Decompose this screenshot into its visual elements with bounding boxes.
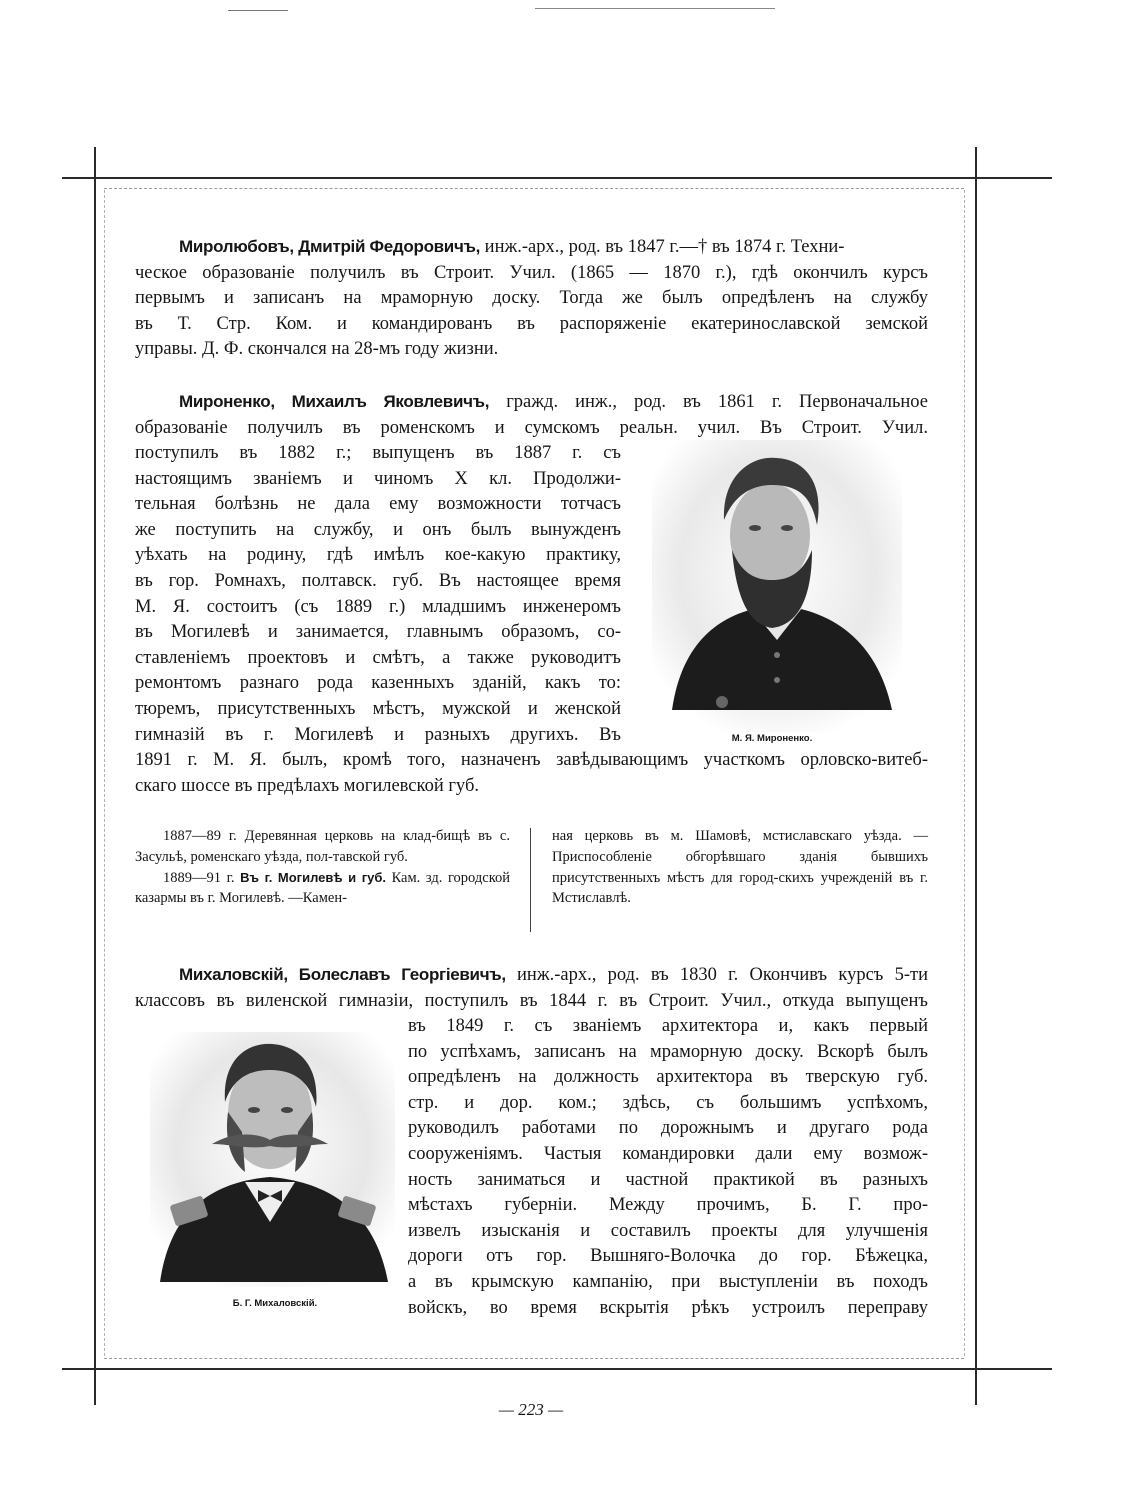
top-edge-mark xyxy=(228,10,288,11)
entry-line: сооруженіямъ. Частыя командировки дали ему возмож- xyxy=(408,1143,928,1164)
entry-line: въ 1849 г. съ званіемъ архитектора и, какъ первый xyxy=(408,1016,928,1036)
works-text: Кам. зд. городской казармы въ г. Могилевѣ. —Камен- xyxy=(135,869,511,907)
entry-line: стр. и дор. ком.; здѣсь, съ большимъ успѣхомъ, xyxy=(408,1092,928,1113)
left-frame-rule xyxy=(94,147,96,1405)
entry-mikhalovsky-head xyxy=(135,962,928,1014)
inner-top-dash xyxy=(104,188,964,189)
entry-mironenko-head xyxy=(135,389,928,441)
inner-left-dash xyxy=(104,190,105,1356)
entry-line: настоящимъ званіемъ и чиномъ X кл. Продолжи- xyxy=(135,468,621,489)
entry-line: ческое образованіе получилъ въ Строит. Учил. (1865 — 1870 г.), гдѣ окончилъ курсъ xyxy=(135,262,928,283)
top-edge-mark-2 xyxy=(535,8,775,9)
entry-text: инж.-арх., род. въ 1847 г.—† въ 1874 г. Техни- xyxy=(480,237,845,257)
entry-name: Михаловскій, Болеславъ Георгіевичъ, xyxy=(179,965,506,984)
entry-line: дороги отъ гор. Вышняго-Волочка до гор. Бѣжецка, xyxy=(408,1246,928,1267)
caption-mikhalovsky: Б. Г. Михаловскій. xyxy=(232,1298,318,1309)
entry-line: уѣхать на родину, гдѣ имѣлъ кое-какую практику, xyxy=(135,545,621,566)
entry-line: въ Т. Стр. Ком. и командированъ въ распоряженіе екатеринославской земской xyxy=(135,313,928,334)
entry-line: управы. Д. Ф. скончался на 28-мъ году жизни. xyxy=(135,339,499,360)
entry-line: гимназій въ г. Могилевѣ и разныхъ другихъ. Въ xyxy=(135,724,621,745)
portrait-mikhalovsky xyxy=(150,1032,395,1287)
entry-line: мѣстахъ губерніи. Между прочимъ, Б. Г. про- xyxy=(408,1195,928,1216)
entry-line: ность заниматься и частной практикой въ разныхъ xyxy=(408,1169,928,1190)
entry-line: тюремъ, присутственныхъ мѣстъ, мужской и женской xyxy=(135,698,621,719)
entry-mikhalovsky-narrow xyxy=(408,1014,928,1321)
portrait-mironenko xyxy=(652,440,902,732)
entry-text: инж.-арх., род. въ 1830 г. Окончивъ курсъ 5-ти xyxy=(505,965,928,985)
entry-line: 1891 г. М. Я. былъ, кромѣ того, назначенъ завѣдывающимъ участкомъ орловско-витеб- xyxy=(135,750,928,770)
right-frame-rule xyxy=(975,147,977,1405)
works-left-column xyxy=(135,826,510,909)
entry-line: по успѣхамъ, записанъ на мраморную доску. Вскорѣ былъ xyxy=(408,1041,928,1062)
entry-line: поступилъ въ 1882 г.; выпущенъ въ 1887 г. съ xyxy=(135,443,621,463)
entry-name: Миролюбовъ, Дмитрій Федоровичъ, xyxy=(179,237,481,256)
inner-bottom-dash xyxy=(104,1358,964,1359)
entry-mirolyubov xyxy=(135,234,928,363)
entry-line: опредѣленъ на должность архитектора въ тверскую губ. xyxy=(408,1067,928,1088)
entry-text: гражд. инж., род. въ 1861 г. Первоначальное xyxy=(489,392,928,412)
top-frame-rule xyxy=(62,177,1052,179)
works-location: Въ г. Могилевѣ и губ. xyxy=(240,869,386,885)
entry-line: скаго шоссе въ предѣлахъ могилевской губ. xyxy=(135,775,479,796)
entry-line: въ гор. Ромнахъ, полтавск. губ. Въ настоящее время xyxy=(135,570,621,591)
works-right-column xyxy=(552,826,928,909)
page-number: — 223 — xyxy=(498,1400,564,1419)
caption-mironenko: М. Я. Мироненко. xyxy=(731,733,813,744)
entry-line: первымъ и записанъ на мраморную доску. Тогда же былъ опредѣленъ на службу xyxy=(135,288,928,309)
entry-line: извелъ изысканія и составилъ проекты для улучшенія xyxy=(408,1220,928,1241)
entry-line: руководилъ работами по дорожнымъ и другаго рода xyxy=(408,1118,928,1139)
entry-mironenko-tail xyxy=(135,748,928,799)
entry-line: классовъ въ виленской гимназіи, поступилъ въ 1844 г. въ Строит. Учил., откуда выпущенъ xyxy=(135,990,928,1011)
entry-line: войскъ, во время вскрытія рѣкъ устроилъ переправу xyxy=(408,1297,928,1318)
entry-line: ставленіемъ проектовъ и смѣтъ, а также руководитъ xyxy=(135,647,621,668)
entry-line: тельная болѣзнь не дала ему возможности тотчасъ xyxy=(135,494,621,515)
entry-line: же поступить на службу, и онъ былъ вынужденъ xyxy=(135,519,621,540)
works-item: ная церковь въ м. Шамовѣ, мстиславскаго уѣзда. — Приспособленіе обгорѣвшаго зданія бывшихъ присутственныхъ мѣстъ для город-скихъ учрежденій въ г. Мстиславлѣ. xyxy=(552,828,928,907)
entry-line: М. Я. состоитъ (съ 1889 г.) младшимъ инженеромъ xyxy=(135,596,621,617)
works-item: 1887—89 г. Деревянная церковь на клад-бищѣ въ с. Засульѣ, роменскаго уѣзда, пол-тавской губ. xyxy=(135,828,510,865)
entry-mironenko-narrow xyxy=(135,441,621,748)
bottom-frame-rule xyxy=(62,1368,1052,1370)
column-divider xyxy=(530,828,531,932)
entry-line: образованіе получилъ въ роменскомъ и сумскомъ реальн. учил. Въ Строит. Учил. xyxy=(135,417,928,438)
works-year: 1889—91 г. xyxy=(163,869,235,886)
entry-line: ремонтомъ разнаго рода казенныхъ зданій, какъ то: xyxy=(135,673,621,694)
entry-name: Мироненко, Михаилъ Яковлевичъ, xyxy=(179,392,490,411)
inner-right-dash xyxy=(964,190,965,1356)
entry-line: а въ крымскую кампанію, при выступленіи въ походъ xyxy=(408,1271,928,1292)
entry-line: въ Могилевѣ и занимается, главнымъ образомъ, со- xyxy=(135,622,621,643)
